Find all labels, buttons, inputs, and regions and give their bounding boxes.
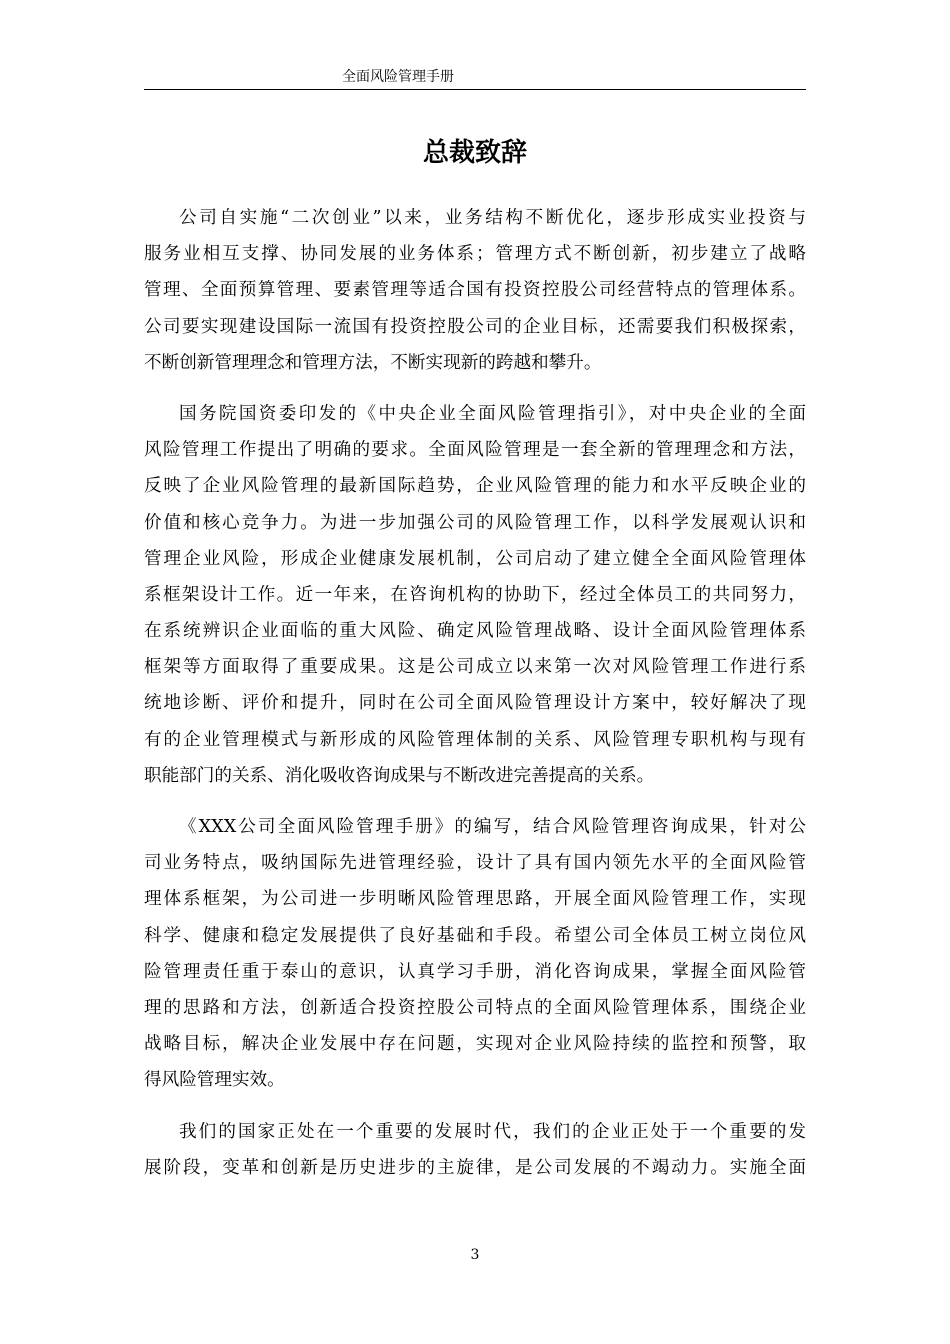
text-line: 风险管理工作提出了明确的要求。全面风险管理是一套全新的管理理念和方法， (144, 440, 806, 461)
text-line: 理体系框架，为公司进一步明晰风险管理思路，开展全面风险管理工作，实现 (144, 889, 806, 910)
text-line: 价值和核心竞争力。为进一步加强公司的风险管理工作，以科学发展观认识和 (144, 512, 806, 533)
text-line: 有的企业管理模式与新形成的风险管理体制的关系、风险管理专职机构与现有 (144, 729, 806, 750)
text-line: 不断创新管理理念和管理方法，不断实现新的跨越和攀升。 (144, 352, 602, 373)
page-title: 总裁致辞 (422, 138, 527, 168)
text-line: 得风险管理实效。 (144, 1070, 285, 1091)
text-line: 战略目标，解决企业发展中存在问题，实现对企业风险持续的监控和预警，取 (144, 1034, 806, 1055)
text-line: 国务院国资委印发的《中央企业全面风险管理指引》，对中央企业的全面 (179, 403, 806, 424)
text-line: 反映了企业风险管理的最新国际趋势，企业风险管理的能力和水平反映企业的 (144, 476, 806, 497)
text-line: 管理企业风险，形成企业健康发展机制，公司启动了建立健全全面风险管理体 (144, 548, 806, 569)
document-body (144, 200, 806, 1186)
text-line: 我们的国家正处在一个重要的发展时代，我们的企业正处于一个重要的发 (179, 1121, 806, 1142)
text-line: 公司要实现建设国际一流国有投资控股公司的企业目标，还需要我们积极探索， (144, 316, 806, 337)
text-line: 展阶段，变革和创新是历史进步的主旋律，是公司发展的不竭动力。实施全面 (144, 1157, 806, 1178)
text-line: 险管理责任重于泰山的意识，认真学习手册，消化咨询成果，掌握全面风险管 (144, 961, 806, 982)
text-line: 《XXX公司全面风险管理手册》的编写，结合风险管理咨询成果，针对公 (179, 817, 806, 837)
text-line: 管理、全面预算管理、要素管理等适合国有投资控股公司经营特点的管理体系。 (144, 280, 806, 301)
text-line: 公司自实施“二次创业”以来，业务结构不断优化，逐步形成实业投资与 (179, 208, 806, 228)
page-number: 3 (470, 1247, 480, 1263)
text-line: 在系统辨识企业面临的重大风险、确定风险管理战略、设计全面风险管理体系 (144, 621, 806, 642)
text-line: 系框架设计工作。近一年来，在咨询机构的协助下，经过全体员工的共同努力， (144, 584, 806, 605)
text-line: 职能部门的关系、消化吸收咨询成果与不断改进完善提高的关系。 (144, 765, 655, 786)
text-line: 科学、健康和稳定发展提供了良好基础和手段。希望公司全体员工树立岗位风 (144, 925, 806, 946)
running-header: 全面风险管理手册 (342, 69, 454, 85)
text-line: 框架等方面取得了重要成果。这是公司成立以来第一次对风险管理工作进行系 (144, 657, 806, 678)
text-line: 统地诊断、评价和提升，同时在公司全面风险管理设计方案中，较好解决了现 (144, 693, 806, 714)
paragraph (144, 200, 806, 381)
paragraph (144, 809, 806, 1099)
header-rule (144, 89, 806, 90)
paragraph (144, 1114, 806, 1186)
text-line: 服务业相互支撑、协同发展的业务体系；管理方式不断创新，初步建立了战略 (144, 244, 806, 265)
text-line: 司业务特点，吸纳国际先进管理经验，设计了具有国内领先水平的全面风险管 (144, 853, 806, 874)
text-line: 理的思路和方法，创新适合投资控股公司特点的全面风险管理体系，围绕企业 (144, 997, 806, 1018)
paragraph (144, 396, 806, 794)
